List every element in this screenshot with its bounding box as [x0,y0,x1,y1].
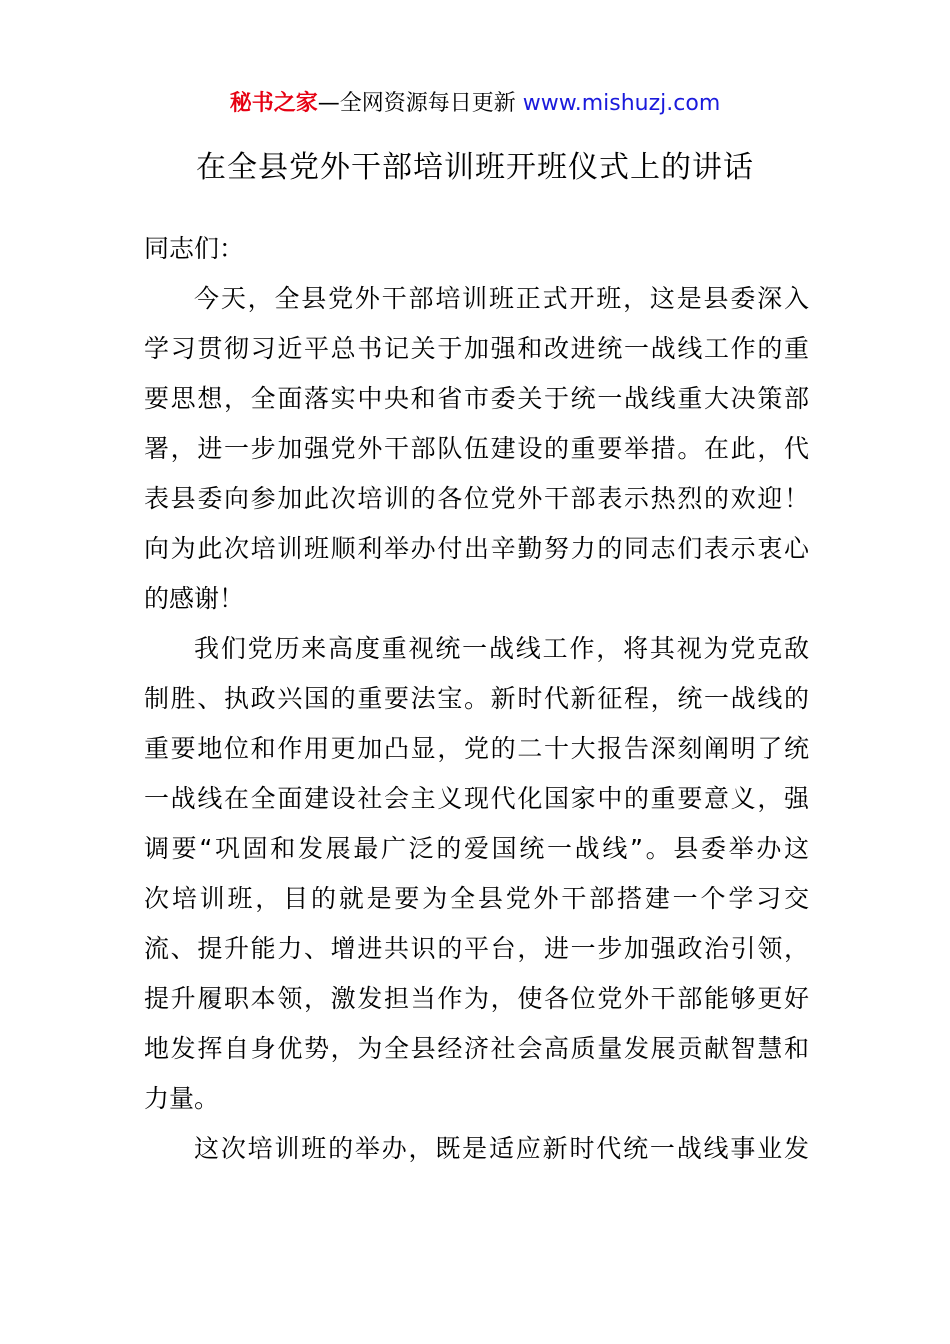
paragraph-line: 我们党历来高度重视统一战线工作，将其视为党克敌 [194,634,809,663]
site-url-link[interactable]: www.mishuzj.com [522,91,721,116]
paragraph-line: 向为此次培训班顺利举办付出辛勤努力的同志们表示衷心 [144,534,809,563]
paragraph-line: 表县委向参加此次培训的各位党外干部表示热烈的欢迎！ [144,484,809,513]
paragraph-line: 提升履职本领，激发担当作为，使各位党外干部能够更好 [144,984,809,1013]
paragraph-line: 制胜、执政兴国的重要法宝。新时代新征程，统一战线的 [144,684,809,713]
paragraph-line: 一战线在全面建设社会主义现代化国家中的重要意义，强 [144,784,809,813]
paragraph-line: 今天，全县党外干部培训班正式开班，这是县委深入 [194,284,809,313]
paragraph-line: 流、提升能力、增进共识的平台，进一步加强政治引领， [144,934,809,963]
paragraph-line: 调要“巩固和发展最广泛的爱国统一战线”。县委举办这 [144,834,809,863]
paragraph-line: 要思想，全面落实中央和省市委关于统一战线重大决策部 [144,384,809,413]
site-header [0,88,950,120]
paragraph-line: 次培训班，目的就是要为全县党外干部搭建一个学习交 [144,884,809,913]
paragraph-line: 地发挥自身优势，为全县经济社会高质量发展贡献智慧和 [144,1034,809,1063]
paragraph-line: 的感谢！ [144,584,245,613]
paragraph-line: 这次培训班的举办，既是适应新时代统一战线事业发 [194,1134,809,1163]
paragraph-line: 署，进一步加强党外干部队伍建设的重要举措。在此，代 [144,434,809,463]
salutation: 同志们： [144,234,245,263]
site-brand: 秘书之家 [229,91,318,116]
site-tagline: —全网资源每日更新 [317,91,523,116]
paragraph-line: 学习贯彻习近平总书记关于加强和改进统一战线工作的重 [144,334,809,363]
document-title: 在全县党外干部培训班开班仪式上的讲话 [196,150,754,185]
paragraph-line: 重要地位和作用更加凸显，党的二十大报告深刻阐明了统 [144,734,809,763]
document-body [144,224,809,1174]
paragraph-line: 力量。 [144,1084,220,1113]
